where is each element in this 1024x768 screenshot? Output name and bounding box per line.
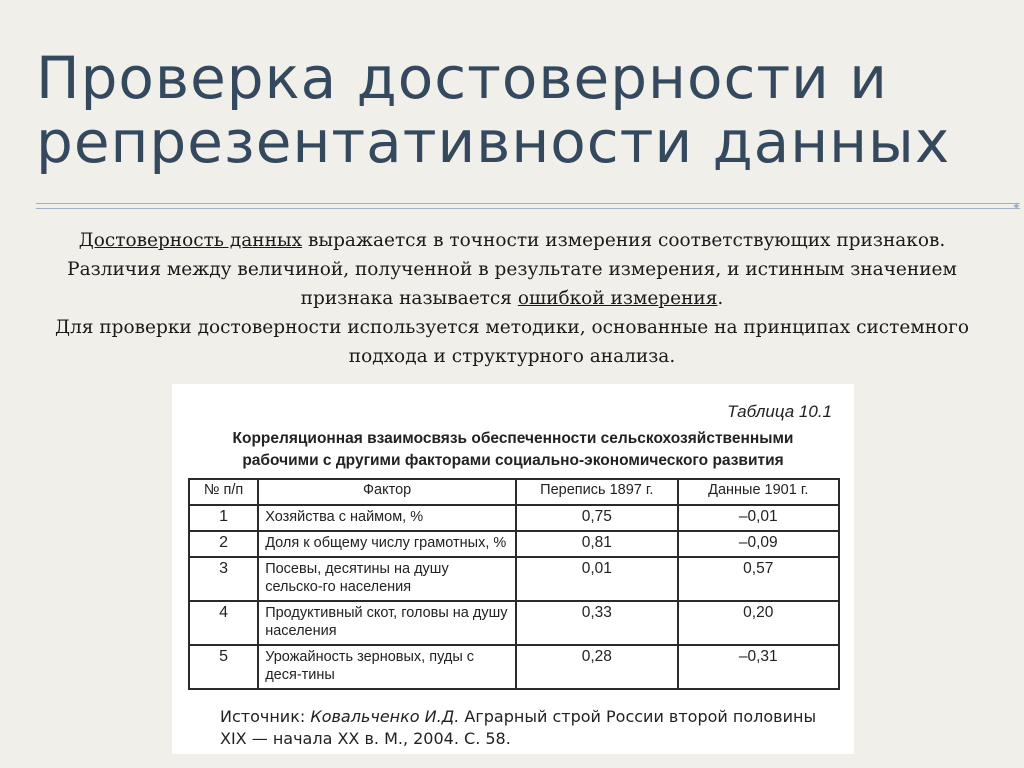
table-number: Таблица 10.1	[727, 402, 832, 421]
header-cell: Данные 1901 г.	[678, 479, 839, 505]
term-measurement-error: ошибкой измерения	[517, 288, 718, 309]
table-header-row	[189, 479, 839, 505]
row-factor: Продуктивный скот, головы на душу населения	[258, 601, 516, 645]
row-value-1897: 0,28	[516, 645, 677, 689]
source-text: Аграрный строй России второй половины XIX — начала XX в. М., 2004. С. 58.	[220, 707, 817, 748]
row-value-1901: –0,01	[678, 505, 839, 531]
divider-ornament-icon: ✦	[1011, 200, 1021, 213]
table-row	[189, 645, 839, 689]
row-factor: Хозяйства с наймом, %	[258, 505, 516, 531]
table-caption	[172, 428, 854, 472]
header-cell: Перепись 1897 г.	[516, 479, 677, 505]
table-row	[189, 557, 839, 601]
paragraph-definition	[50, 226, 974, 313]
row-value-1897: 0,75	[516, 505, 677, 531]
table-source	[220, 706, 840, 750]
slide-body	[50, 226, 974, 371]
row-value-1901: –0,31	[678, 645, 839, 689]
row-value-1901: 0,57	[678, 557, 839, 601]
table-row	[189, 601, 839, 645]
table-row	[189, 505, 839, 531]
paragraph-methods: Для проверки достоверности используется методики, основанные на принципах системного подхода и структурного анализа.	[54, 317, 970, 367]
row-value-1901: 0,20	[678, 601, 839, 645]
row-number: 1	[189, 505, 258, 531]
source-label: Источник:	[220, 707, 306, 726]
correlation-table-image	[172, 384, 854, 754]
table-caption-line: Корреляционная взаимосвязь обеспеченности сельскохозяйственными	[232, 430, 794, 447]
title-divider	[36, 203, 1020, 209]
header-cell: Фактор	[258, 479, 516, 505]
header-cell: № п/п	[189, 479, 258, 505]
row-factor: Доля к общему числу грамотных, %	[258, 531, 516, 557]
row-factor: Посевы, десятины на душу сельско-го населения	[258, 557, 516, 601]
row-number: 3	[189, 557, 258, 601]
row-value-1901: –0,09	[678, 531, 839, 557]
source-author: Ковальченко И.Д.	[310, 707, 460, 726]
definition-text: выражается в точности измерения соответствующих признаков. Различия между величиной, полученной в результате измерения, и истинным значением признака называется	[67, 230, 957, 309]
row-number: 2	[189, 531, 258, 557]
row-factor: Урожайность зерновых, пуды с деся-тины	[258, 645, 516, 689]
correlation-table	[188, 478, 840, 690]
slide-title: Проверка достоверности и репрезентативности данных	[36, 44, 951, 176]
row-number: 4	[189, 601, 258, 645]
table-caption-line: рабочими с другими факторами социально-экономического развития	[242, 452, 784, 469]
row-number: 5	[189, 645, 258, 689]
row-value-1897: 0,33	[516, 601, 677, 645]
definition-end: .	[717, 288, 724, 309]
table-row	[189, 531, 839, 557]
row-value-1897: 0,81	[516, 531, 677, 557]
row-value-1897: 0,01	[516, 557, 677, 601]
term-reliability: Достоверность данных	[78, 230, 303, 251]
